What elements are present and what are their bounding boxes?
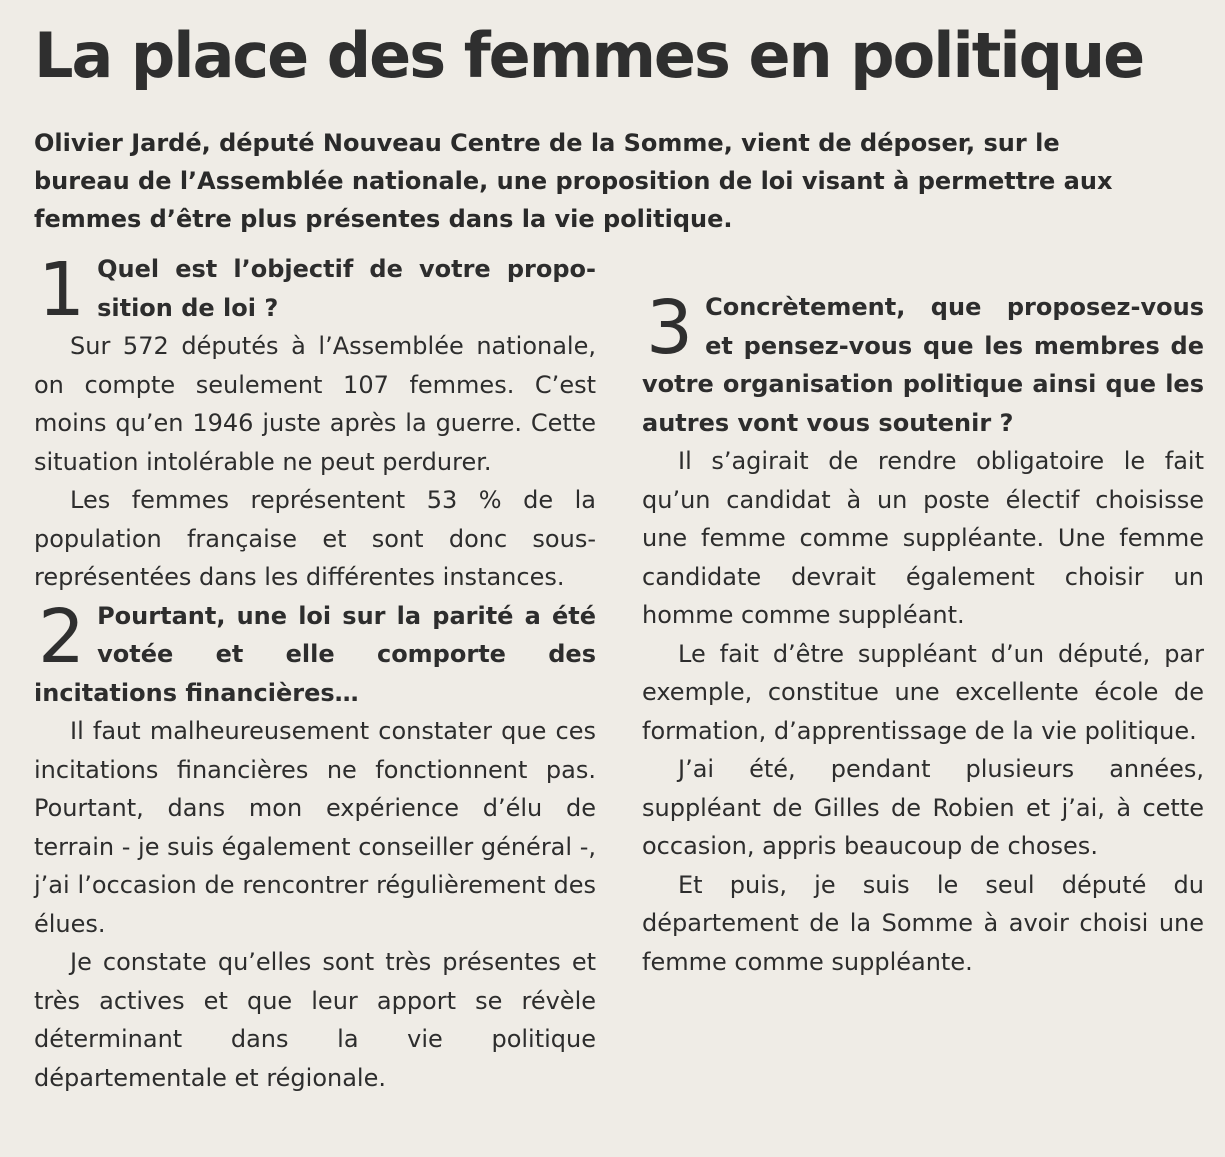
answer-3-paragraph-2: Le fait d’être suppléant d’un député, par exemple, constitue une excellente école de formation, d’apprentissage de la vie politique.	[642, 639, 1204, 745]
left-column	[34, 247, 596, 1097]
question-3-text: Concrètement, que proposez-vous et pensez-vous que les membres de votre organisation politique ainsi que les autres vont vous soutenir ?	[642, 293, 1204, 437]
answer-2-paragraph-2: Je constate qu’elles sont très présentes et très actives et que leur apport se révèle déterminant dans la vie politique départementale et régionale.	[34, 948, 596, 1092]
answer-3-paragraph-1: Il s’agirait de rendre obligatoire le fait qu’un candidat à un poste électif choisisse une femme comme suppléante. Une femme candidate devrait également choisir un homme comme suppléant.	[642, 447, 1204, 629]
question-1-text: Quel est l’objectif de votre proposition de loi ?	[97, 255, 596, 322]
answer-3-paragraph-4: Et puis, je suis le seul député du département de la Somme à avoir choisi une femme comme suppléante.	[642, 870, 1204, 976]
question-3-number: 3	[646, 285, 694, 371]
question-3-block	[642, 285, 1204, 981]
article-title: La place des femmes en politique	[34, 19, 1144, 92]
answer-2-paragraph-1: Il faut malheureusement constater que ces incitations financières ne fonctionnent pas. Pourtant, dans mon expérience d’élu de terrain - je suis également conseiller général -, j’ai l’occasion de rencontrer régulièrement des élues.	[34, 717, 596, 938]
question-2-number: 2	[38, 593, 86, 680]
answer-3-paragraph-3: J’ai été, pendant plusieurs années, suppléant de Gilles de Robien et j’ai, à cette occasion, appris beaucoup de choses.	[642, 755, 1204, 860]
question-2-block	[34, 593, 596, 1098]
question-1-block	[34, 247, 596, 597]
question-1-number: 1	[38, 247, 86, 333]
answer-1-paragraph-2: Les femmes représentent 53 % de la population française et sont donc sous-représentées dans les différentes instances.	[34, 486, 596, 591]
right-column	[642, 285, 1204, 981]
answer-1-paragraph-1: Sur 572 députés à l’Assemblée nationale, on compte seulement 107 femmes. C’est moins qu’en 1946 juste après la guerre. Cette situation intolérable ne peut perdurer.	[34, 332, 596, 476]
question-2-text: Pourtant, une loi sur la parité a été votée et elle comporte des incitations financières…	[34, 601, 596, 707]
article-intro: Olivier Jardé, député Nouveau Centre de la Somme, vient de déposer, sur le bureau de l’Assemblée nationale, une proposition de loi visant à permettre aux femmes d’être plus présentes dans la vie politique.	[34, 129, 1113, 233]
